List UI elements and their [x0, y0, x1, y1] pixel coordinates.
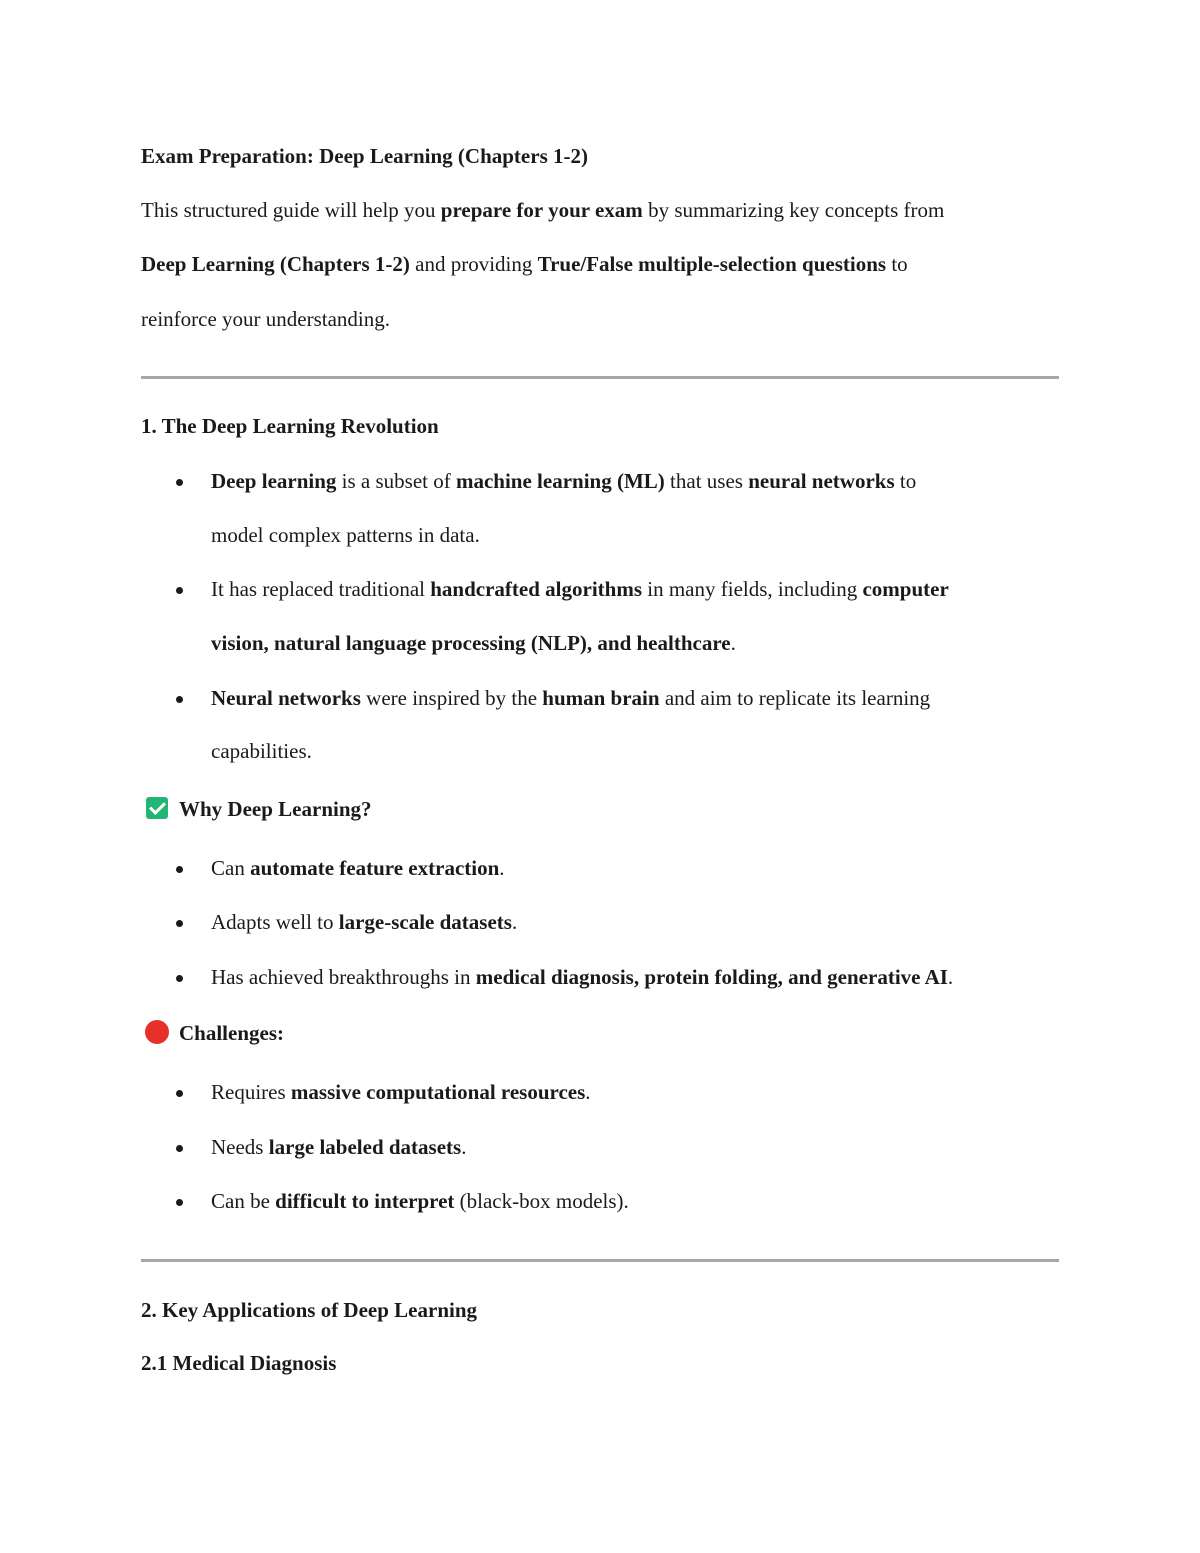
- section-2-heading: 2. Key Applications of Deep Learning: [141, 1298, 478, 1322]
- list-item: Has achieved breakthroughs in medical diagnosis, protein folding, and generative AI.: [211, 965, 954, 989]
- list-item: Can be difficult to interpret (black-box models).: [211, 1189, 629, 1213]
- bullet-icon: [176, 1199, 183, 1206]
- section-1-heading: 1. The Deep Learning Revolution: [141, 414, 439, 438]
- bullet-icon: [176, 920, 183, 927]
- list-item: Deep learning is a subset of machine learning (ML) that uses neural networks to: [211, 469, 917, 493]
- intro-line-2: Deep Learning (Chapters 1-2) and providing True/False multiple-selection questions to: [141, 252, 908, 276]
- list-item-continuation: capabilities.: [211, 739, 312, 763]
- subsection-2-1-heading: 2.1 Medical Diagnosis: [141, 1351, 337, 1375]
- bullet-icon: [176, 1145, 183, 1152]
- list-item: Can automate feature extraction.: [211, 856, 505, 880]
- list-item: Needs large labeled datasets.: [211, 1135, 467, 1159]
- list-item-continuation: vision, natural language processing (NLP), and healthcare.: [211, 631, 736, 655]
- intro-line-1: This structured guide will help you prepare for your exam by summarizing key concepts from: [141, 198, 945, 222]
- list-item: Adapts well to large-scale datasets.: [211, 910, 518, 934]
- bullet-icon: [176, 587, 183, 594]
- horizontal-rule: [141, 1259, 1059, 1262]
- bullet-icon: [176, 479, 183, 486]
- list-item: Requires massive computational resources.: [211, 1080, 591, 1104]
- list-item-continuation: model complex patterns in data.: [211, 523, 480, 547]
- list-item: Neural networks were inspired by the human brain and aim to replicate its learning: [211, 686, 931, 710]
- check-mark-icon: [146, 797, 168, 819]
- why-deep-learning-heading: Why Deep Learning?: [179, 797, 372, 821]
- horizontal-rule: [141, 376, 1059, 379]
- intro-line-3: reinforce your understanding.: [141, 307, 390, 331]
- bullet-icon: [176, 1090, 183, 1097]
- challenges-heading: Challenges:: [179, 1021, 284, 1045]
- bullet-icon: [176, 696, 183, 703]
- list-item: It has replaced traditional handcrafted algorithms in many fields, including computer: [211, 577, 949, 601]
- red-circle-icon: [145, 1020, 169, 1044]
- bullet-icon: [176, 975, 183, 982]
- bullet-icon: [176, 866, 183, 873]
- document-title: Exam Preparation: Deep Learning (Chapters 1-2): [141, 144, 588, 168]
